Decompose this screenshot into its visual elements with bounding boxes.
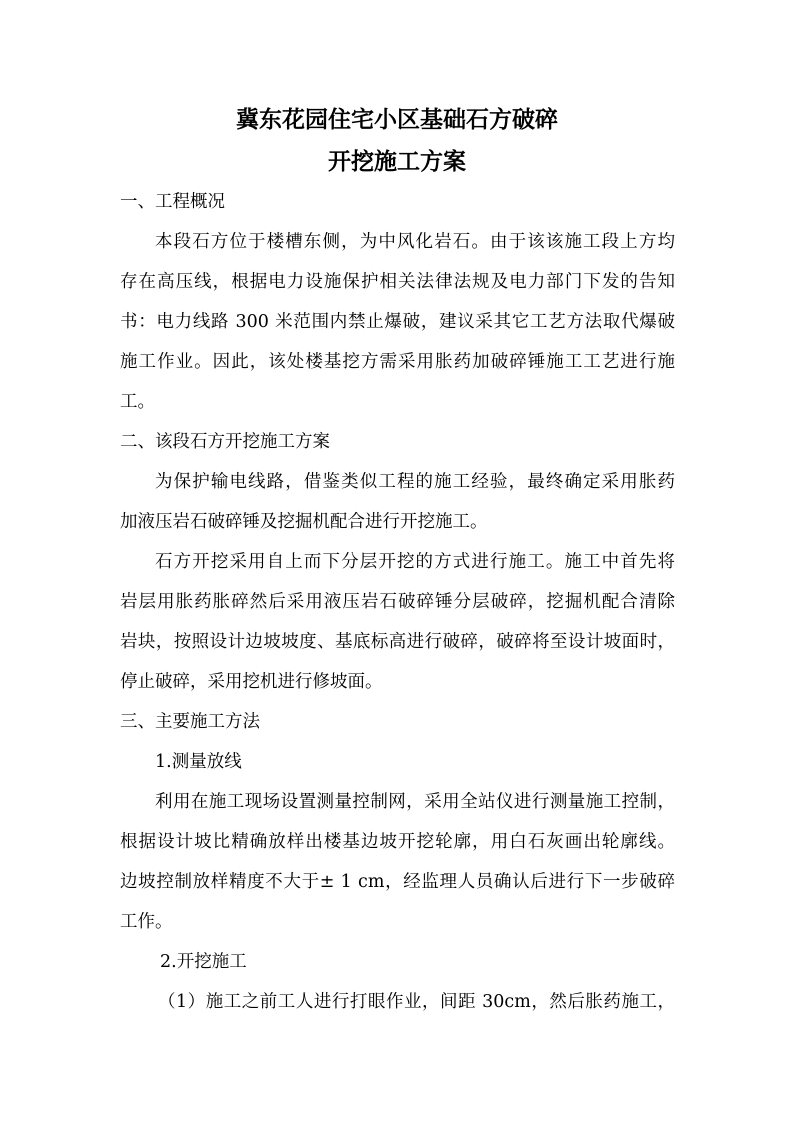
paragraph-line: 岩块，按照设计边坡坡度、基底标高进行破碎，破碎将至设计坡面时， [120, 632, 675, 652]
section-heading-overview: 一、工程概况 [120, 192, 225, 212]
paragraph-line: 施工作业。因此，该处楼基挖方需采用胀药加破碎锤施工工艺进行施 [120, 352, 675, 372]
paragraph-line: 工作。 [120, 912, 173, 932]
document-title-line2: 开挖施工方案 [328, 149, 466, 175]
paragraph-line: 本段石方位于楼槽东侧，为中风化岩石。由于该该施工段上方均 [155, 232, 675, 252]
section-heading-plan: 二、该段石方开挖施工方案 [120, 432, 330, 452]
paragraph-line: 根据设计坡比精确放样出楼基边坡开挖轮廓，用白石灰画出轮廓线。 [120, 832, 675, 852]
subsection-heading-survey: 1.测量放线 [155, 752, 242, 772]
paragraph-line: 存在高压线，根据电力设施保护相关法律法规及电力部门下发的告知 [120, 272, 675, 292]
paragraph-line: 为保护输电线路，借鉴类似工程的施工经验，最终确定采用胀药 [155, 472, 675, 492]
paragraph-line: 边坡控制放样精度不大于± 1 cm，经监理人员确认后进行下一步破碎 [120, 872, 675, 892]
paragraph-line: 工。 [120, 392, 155, 412]
paragraph-line: 加液压岩石破碎锤及挖掘机配合进行开挖施工。 [120, 512, 488, 532]
paragraph-line: （1）施工之前工人进行打眼作业，间距 30cm，然后胀药施工， [158, 992, 675, 1012]
subsection-heading-excavation: 2.开挖施工 [160, 952, 247, 972]
paragraph-line: 石方开挖采用自上而下分层开挖的方式进行施工。施工中首先将 [155, 552, 675, 572]
paragraph-line: 停止破碎，采用挖机进行修坡面。 [120, 672, 383, 692]
paragraph-line: 利用在施工现场设置测量控制网，采用全站仪进行测量施工控制， [155, 792, 675, 812]
paragraph-line: 岩层用胀药胀碎然后采用液压岩石破碎锤分层破碎，挖掘机配合清除 [120, 592, 675, 612]
document-title-line1: 冀东花园住宅小区基础石方破碎 [236, 107, 558, 133]
section-heading-methods: 三、主要施工方法 [120, 712, 260, 732]
paragraph-line: 书：电力线路 300 米范围内禁止爆破，建议采其它工艺方法取代爆破 [120, 312, 675, 332]
